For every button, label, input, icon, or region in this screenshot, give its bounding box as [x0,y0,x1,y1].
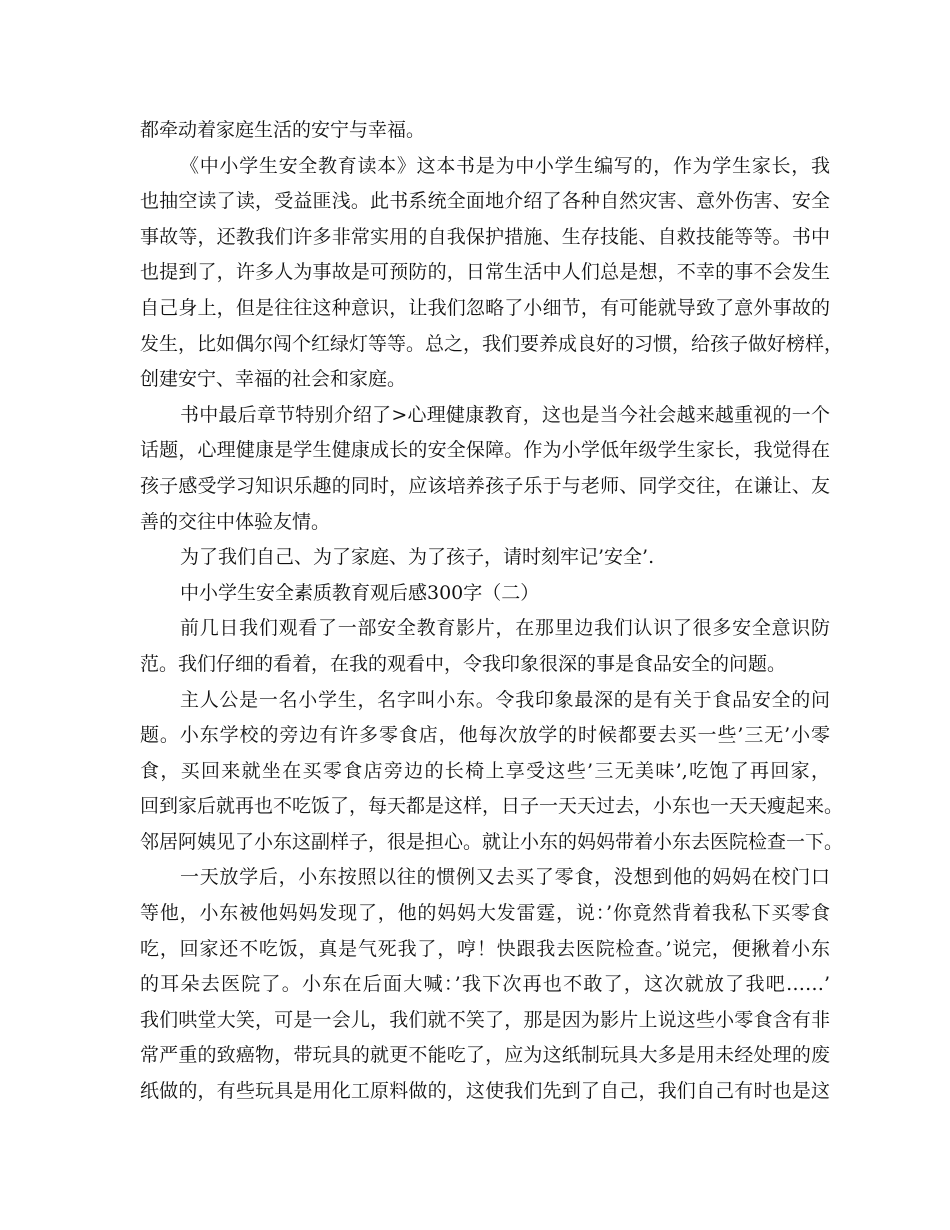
paragraph-start-line: 书中最后章节特别介绍了>心理健康教育，这也是当今社会越来越重视的一个 [180,403,830,426]
text-line: 孩子感受学习知识乐趣的同时，应该培养孩子乐于与老师、同学交往，在谦让、友 [140,474,830,497]
paragraph-start-line: 一天放学后，小东按照以往的惯例又去买了零食，没想到他的妈妈在校门口 [180,866,830,889]
text-line: 话题，心理健康是学生健康成长的安全保障。作为小学低年级学生家长，我觉得在 [140,439,830,462]
text-line: 范。我们仔细的看着，在我的观看中，令我印象很深的事是食品安全的问题。 [140,652,787,675]
text-line: 的耳朵去医院了。小东在后面大喊：’我下次再也不敢了，这次就放了我吧……’ [140,973,830,996]
text-line: 事故等，还教我们许多非常实用的自我保护措施、生存技能、自救技能等等。书中 [140,225,830,248]
document-body [140,113,844,1110]
text-line: 等他，小东被他妈妈发现了，他的妈妈大发雷霆，说：’你竟然背着我私下买零食 [140,902,830,925]
text-line: 也提到了，许多人为事故是可预防的，日常生活中人们总是想，不幸的事不会发生 [140,261,830,284]
section-heading: 中小学生安全素质教育观后感300字（二） [180,581,540,604]
text-line: 常严重的致癌物，带玩具的就更不能吃了，应为这纸制玩具大多是用未经处理的废 [140,1044,830,1067]
text-line: 吃，回家还不吃饭，真是气死我了，哼！快跟我去医院检查。’说完，便揪着小东 [140,937,830,960]
text-line: 邻居阿姨见了小东这副样子，很是担心。就让小东的妈妈带着小东去医院检查一下。 [140,830,844,853]
text-line: 纸做的，有些玩具是用化工原料做的，这使我们先到了自己，我们自己有时也是这 [140,1080,830,1103]
text-line: 创建安宁、幸福的社会和家庭。 [140,368,407,391]
text-line: 也抽空读了读，受益匪浅。此书系统全面地介绍了各种自然灾害、意外伤害、安全 [140,190,830,213]
text-line: 我们哄堂大笑，可是一会儿，我们就不笑了，那是因为影片上说这些小零食含有非 [140,1008,830,1031]
paragraph-start-line: 前几日我们观看了一部安全教育影片，在那里边我们认识了很多安全意识防 [180,617,830,640]
text-line: 发生，比如偶尔闯个红绿灯等等。总之，我们要养成良好的习惯，给孩子做好榜样， [140,332,844,355]
text-line: 回到家后就再也不吃饭了，每天都是这样，日子一天天过去，小东也一天天瘦起来。 [140,795,844,818]
paragraph-start-line: 《中小学生安全教育读本》这本书是为中小学生编写的，作为学生家长，我 [180,154,830,177]
text-line: 自己身上，但是往往这种意识，让我们忽略了小细节，有可能就导致了意外事故的 [140,296,830,319]
paragraph-start-line: 主人公是一名小学生，名字叫小东。令我印象最深的是有关于食品安全的问 [180,688,830,711]
text-line: 善的交往中体验友情。 [140,510,331,533]
text-line: 都牵动着家庭生活的安宁与幸福。 [140,119,426,141]
paragraph-start-line: 为了我们自己、为了家庭、为了孩子，请时刻牢记’安全’. [180,546,655,569]
text-line: 题。小东学校的旁边有许多零食店，他每次放学的时候都要去买一些’三无’小零 [140,724,830,747]
text-line: 食，买回来就坐在买零食店旁边的长椅上享受这些’三无美味’,吃饱了再回家， [140,759,830,782]
